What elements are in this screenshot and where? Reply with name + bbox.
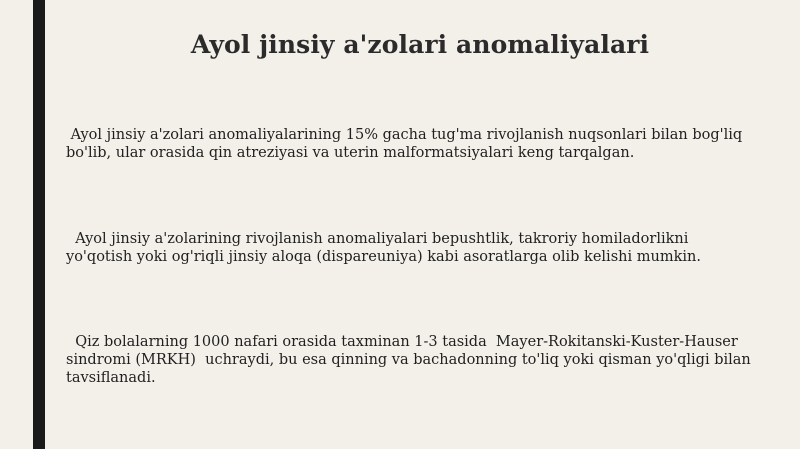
paragraph-1: Ayol jinsiy a'zolari anomaliyalarining 15% gacha tug'ma rivojlanish nuqsonlari bilan bog'liq bo'lib, ular orasida qin atreziyasi va uterin malformatsiyalari keng tarqalgan. bbox=[66, 127, 747, 161]
slide-title: Ayol jinsiy a'zolari anomaliyalari bbox=[190, 30, 650, 59]
paragraph-2: Ayol jinsiy a'zolarining rivojlanish anomaliyalari bepushtlik, takroriy homiladorlikni yo'qotish yoki og'riqli jinsiy aloqa (dispareuniya) kabi asoratlarga olib kelishi mumkin. bbox=[66, 231, 701, 265]
left-accent-bar bbox=[33, 0, 45, 449]
paragraph-3: Qiz bolalarning 1000 nafari orasida taxminan 1-3 tasida Mayer-Rokitanski-Kuster-Hauser sindromi (MRKH) uchraydi, bu esa qinning va bachadonning to'liq yoki qisman yo'qligi bilan tavsiflanadi. bbox=[66, 334, 756, 386]
